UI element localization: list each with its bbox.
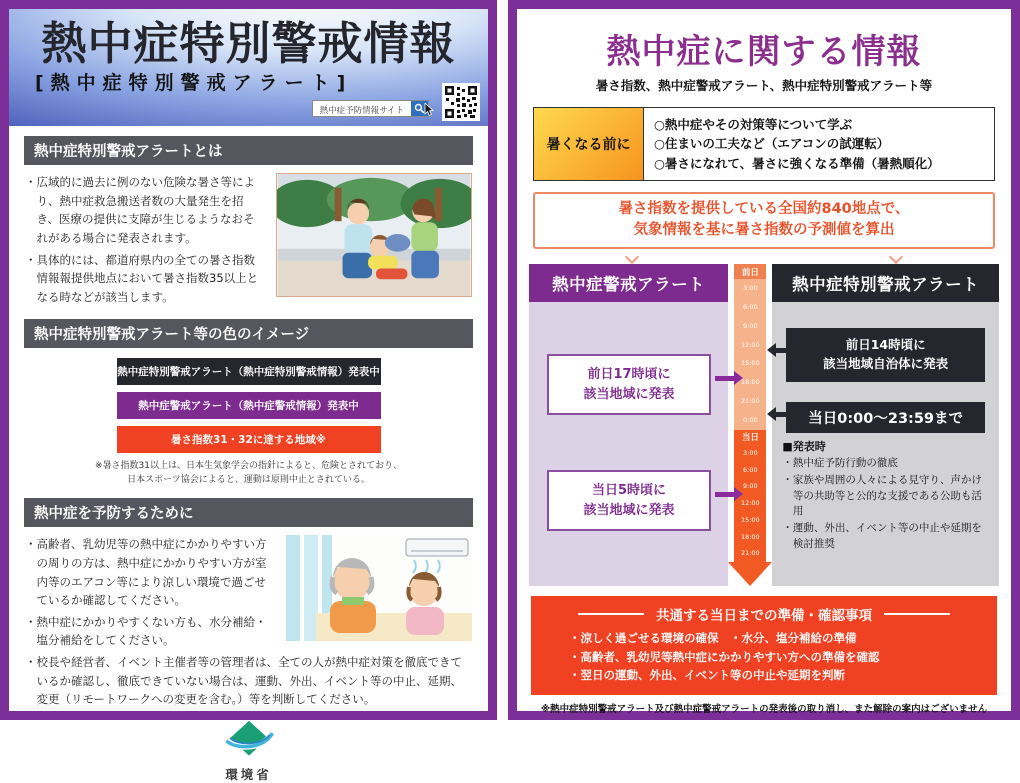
- cursor-arrow-icon: [424, 101, 435, 120]
- timeline-tick: 3:00: [743, 284, 758, 293]
- section-heading-what-is: 熱中症特別警戒アラートとは: [24, 136, 473, 165]
- special-box-line: 該当地域自治体に発表: [823, 355, 949, 371]
- timeline-tick: 6:00: [743, 303, 758, 312]
- warning-box-line: 当日5時頃に: [591, 483, 667, 499]
- before-hot-item: ○住まいの工夫など（エアコンの試運転）: [654, 136, 890, 152]
- forecast-line: 気象情報を基に暑さ指数の予測値を算出: [633, 222, 895, 239]
- special-alert-column-heading: 熱中症特別警戒アラート: [772, 264, 999, 302]
- ministry-logo-text: 環境省: [225, 766, 272, 782]
- warning-announce-prevday-box: [547, 354, 711, 415]
- connector-chevrons: [517, 249, 1011, 264]
- before-hot-label: 暑くなる前に: [534, 108, 644, 180]
- section-heading-color-image: 熱中症特別警戒アラート等の色のイメージ: [24, 319, 473, 348]
- warning-box-line: 該当地域に発表: [583, 386, 675, 402]
- footnote-line: 日本スポーツ協会によると、運動は原則中止とされている。: [127, 475, 370, 486]
- before-hot-box: [533, 107, 995, 181]
- search-input-label: 熱中症予防情報サイト: [319, 106, 404, 116]
- section-what-is-body: [25, 173, 472, 309]
- alert-comparison-columns: [529, 264, 999, 586]
- special-alert-column-body: [772, 302, 999, 586]
- page-right-heatstroke-info: [508, 0, 1020, 720]
- on-announcement-heading: ■発表時: [782, 439, 826, 453]
- timeline-today-zone: [734, 445, 766, 563]
- common-preparation-item: ・涼しく過ごせる環境の確保 ・水分、塩分補給の準備: [569, 631, 857, 646]
- heatstroke-rescue-illustration: [276, 173, 472, 297]
- special-alert-color-bar: 熱中症特別警戒アラート（熱中症特別警戒情報）発表中: [117, 358, 381, 385]
- chevron-down-icon: [889, 250, 903, 264]
- timeline-strip: [734, 264, 766, 586]
- special-box-line: 前日14時頃に: [845, 337, 926, 353]
- ministry-of-environment-logo-icon: [223, 720, 275, 760]
- right-page-footnote: ※熱中症特別警戒アラート及び熱中症警戒アラートの発表後の取り消し、また解除の案内はございません: [540, 704, 988, 716]
- on-announcement-list: [782, 439, 989, 553]
- warning-announce-sameday-box: [547, 470, 711, 531]
- divider-line: [578, 613, 644, 615]
- page-left-special-alert-info: [0, 0, 497, 782]
- on-announcement-bullet: ・運動、外出、イベント等の中止や延期を検討推奨: [782, 522, 982, 550]
- timeline-tick: 12:00: [740, 499, 760, 508]
- purple-arrow-right-icon: [715, 492, 734, 497]
- on-announcement-bullet: ・家族や周囲の人々による見守り、声かけ等の共助等と公的な支援である公助も活用: [782, 473, 982, 518]
- timeline-tick: 21:00: [740, 397, 760, 406]
- section-heading-prevention: 熱中症を予防するために: [24, 498, 473, 527]
- timeline-prev-day-label: 前日: [734, 264, 766, 279]
- timeline-arrowhead-icon: [728, 562, 772, 586]
- right-page-subtitle: 暑さ指数、熱中症警戒アラート、熱中症特別警戒アラート等: [595, 78, 933, 93]
- timeline-tick: 21:00: [740, 549, 760, 558]
- before-hot-item: ○暑さになれて、暑さに強くなる準備（暑熱順化）: [654, 155, 940, 171]
- timeline-tick: 18:00: [740, 532, 760, 541]
- footnote-line: ※暑さ指数31以上は、日本生気象学会の指針によると、危険とされており、: [95, 461, 402, 472]
- timeline-tick: 6:00: [743, 465, 758, 474]
- special-announce-prevday-box: [786, 328, 985, 382]
- warning-alert-column: [529, 264, 728, 586]
- common-preparation-list: [569, 629, 985, 685]
- what-is-bullet: ・広域的に過去に例のない危険な暑さ等により、熱中症救急搬送者数の大量発生を招き、医療の提供に支障が生じるようなおそれがある場合に発表されます。: [25, 175, 255, 245]
- on-announcement-bullet: ・熱中症予防行動の徹底: [782, 457, 898, 470]
- timeline-tick: 15:00: [740, 515, 760, 524]
- timeline-tick: 0:00: [743, 415, 758, 424]
- purple-arrow-right-icon: [715, 376, 734, 381]
- prevention-bullet: ・高齢者、乳幼児等の熱中症にかかりやすい方の周りの方は、熱中症にかかりやすい方が室内等のエアコン等により涼しい環境で過ごせているか確認してください。: [25, 537, 267, 608]
- common-preparation-item: ・翌日の運動、外出、イベント等の中止や延期を判断: [569, 668, 845, 683]
- common-preparation-heading-row: [543, 604, 985, 624]
- prevention-bullet: ・熱中症にかかりやすくない方も、水分補給・塩分補給をしてください。: [25, 614, 267, 648]
- alert-color-bars: [9, 358, 488, 453]
- divider-line: [884, 613, 950, 615]
- timeline-today-label: 当日: [734, 430, 766, 445]
- before-hot-item: ○熱中症やその対策等について学ぶ: [654, 117, 853, 132]
- what-is-bullet: ・具体的には、都道府県内の全ての暑さ指数情報報提供地点において暑さ指数35以上となる時などが該当します。: [25, 252, 259, 304]
- wbgt-forecast-box: [533, 192, 995, 249]
- ministry-logo-block: [9, 720, 488, 783]
- warning-box-line: 前日17時頃に: [587, 367, 671, 383]
- warning-alert-column-body: [529, 302, 728, 586]
- timeline-tick: 3:00: [743, 448, 758, 457]
- qr-code: [442, 83, 480, 121]
- chevron-down-icon: [625, 250, 639, 264]
- black-arrow-left-icon: [776, 412, 792, 417]
- timeline-tick: 15:00: [740, 359, 760, 368]
- prevention-bullet: ・校長や経営者、イベント主催者等の管理者は、全ての人が熱中症対策を徹底できているか確認し、徹底できていない場合は、運動、外出、イベント等の中止、延期、変更（リモートワークへの変更を含む。）等を判断してください。: [25, 655, 462, 707]
- page-title: 熱中症特別警戒情報: [41, 17, 456, 70]
- common-preparation-heading: 共通する当日までの準備・確認事項: [656, 608, 872, 625]
- warning-alert-column-heading: 熱中症警戒アラート: [529, 264, 728, 302]
- color-bars-footnote: [9, 460, 488, 488]
- left-page-header: [9, 9, 488, 126]
- timeline-prev-day-zone: [734, 279, 766, 429]
- warning-alert-color-bar: 熱中症警戒アラート（熱中症警戒情報）発表中: [117, 392, 381, 419]
- warning-box-line: 該当地域に発表: [583, 502, 675, 518]
- black-arrow-left-icon: [776, 348, 792, 353]
- timeline-tick: 9:00: [743, 482, 758, 491]
- special-effective-period-box: 当日0:00～23:59まで: [786, 402, 985, 433]
- forecast-line: 暑さ指数を提供している全国約840地点で、: [618, 201, 910, 218]
- special-alert-column: [772, 264, 999, 586]
- right-page-title: 熱中症に関する情報: [606, 32, 922, 72]
- section-prevention-body: [25, 535, 472, 712]
- elderly-cooling-illustration: [286, 535, 472, 641]
- common-preparation-item: ・高齢者、乳幼児等熱中症にかかりやすい方への準備を確認: [569, 649, 880, 664]
- header-tools: [312, 83, 480, 121]
- timeline-tick: 18:00: [740, 378, 760, 387]
- timeline-tick: 9:00: [743, 321, 758, 330]
- common-preparation-box: [531, 596, 997, 695]
- timeline-tick: 12:00: [740, 340, 760, 349]
- page-subtitle: [熱中症特別警戒アラート]: [35, 72, 353, 94]
- before-hot-items: [644, 108, 994, 180]
- wbgt-region-color-bar: 暑さ指数31・32に達する地域※: [117, 426, 381, 453]
- search-input[interactable]: [312, 100, 429, 117]
